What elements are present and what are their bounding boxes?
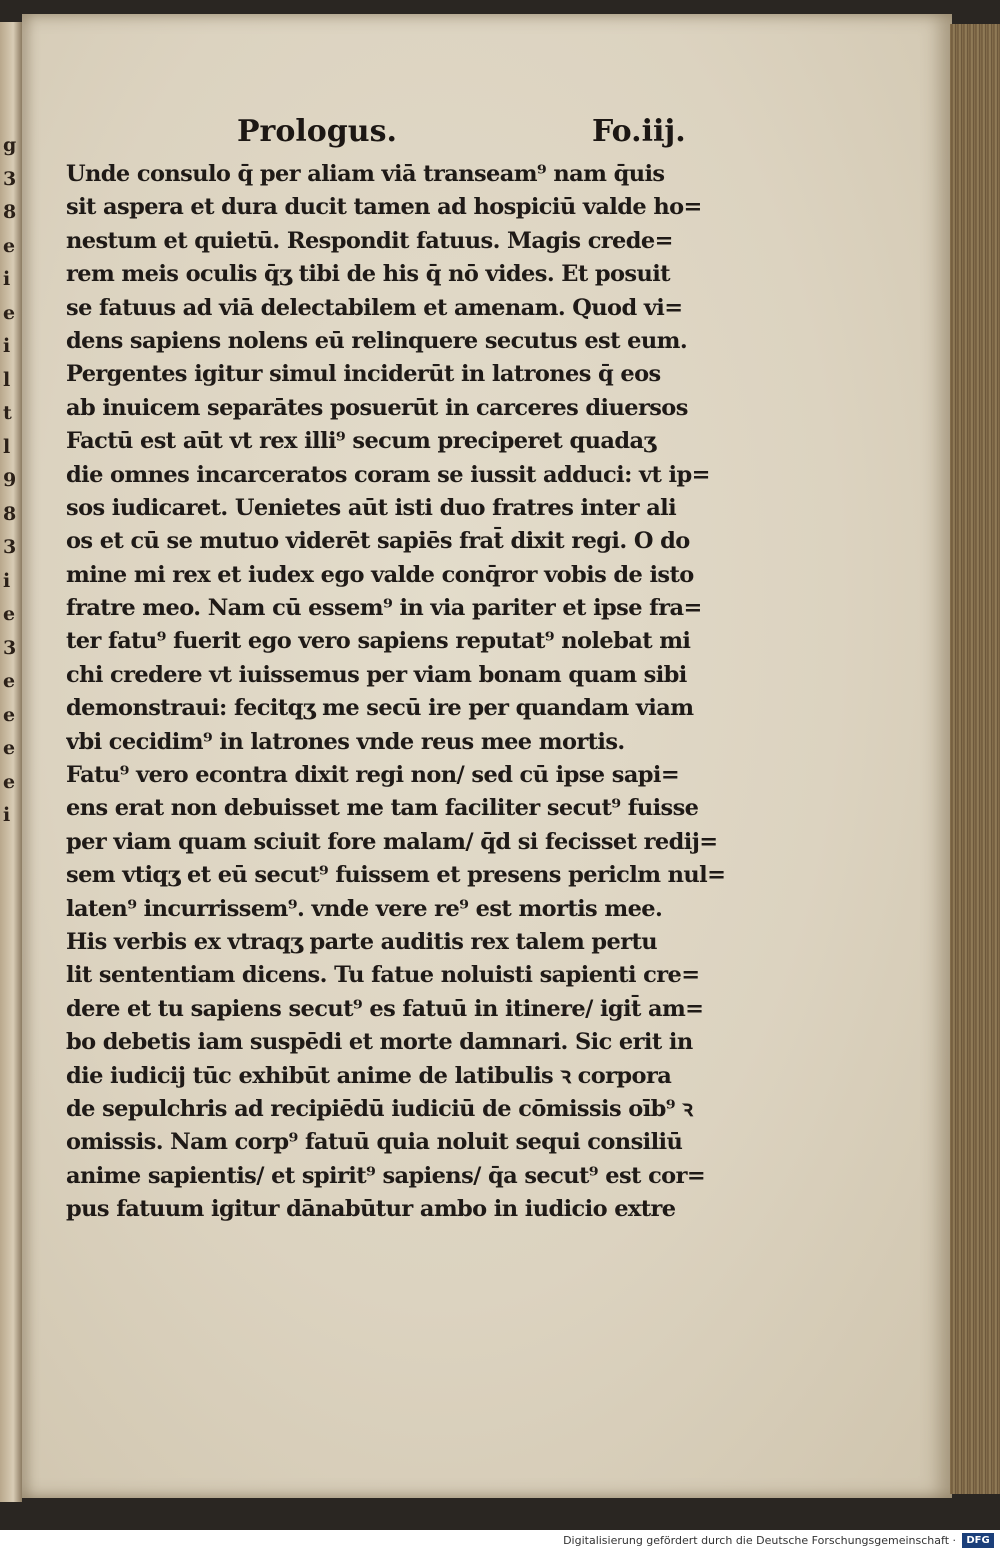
header-title: Prologus. [237, 114, 397, 149]
margin-fragment: 3 [3, 536, 17, 558]
text-line: dens sapiens nolens eū relinquere secutus est eum. [66, 327, 688, 354]
margin-fragment: 9 [3, 469, 17, 491]
text-line: sem vtiqʒ et eū secut⁹ fuissem et presens periclm nul= [66, 862, 726, 889]
text-line: se fatuus ad viā delectabilem et amenam. Quod vi= [66, 294, 683, 321]
text-line: ens erat non debuisset me tam faciliter secut⁹ fuisse [66, 795, 699, 822]
margin-fragment: e [3, 603, 16, 625]
dfg-logo: DFG [962, 1533, 994, 1548]
text-line: per viam quam sciuit fore malam/ q̄d si fecisset redij= [66, 828, 718, 855]
margin-fragment: i [3, 569, 11, 592]
text-line: mine mi rex et iudex ego valde conq̄ror vobis de isto [66, 561, 694, 588]
text-line: omissis. Nam corp⁹ fatuū quia noluit sequi consiliū [66, 1129, 683, 1156]
funding-credit: Digitalisierung gefördert durch die Deutsche Forschungsgemeinschaft · [563, 1534, 956, 1547]
margin-fragment: i [3, 804, 11, 826]
previous-page-edge [0, 22, 22, 1502]
text-line: ter fatu⁹ fuerit ego vero sapiens reputat⁹ nolebat mi [66, 628, 691, 655]
margin-fragment: g [3, 134, 17, 156]
text-line: vbi cecidim⁹ in latrones vnde reus mee mortis. [66, 728, 625, 755]
text-line: Pergentes igitur simul inciderūt in latrones q̄ eos [66, 361, 661, 388]
text-line: dere et tu sapiens secut⁹ es fatuū in itinere/ igit̄ am= [66, 995, 704, 1022]
margin-fragment: e [3, 737, 16, 759]
text-line: Unde consulo q̄ per aliam viā transeam⁹ nam q̄uis [66, 161, 665, 187]
text-line: laten⁹ incurrissem⁹. vnde vere re⁹ est mortis mee. [66, 895, 663, 922]
text-line: bo debetis iam suspēdi et morte damnari. Sic erit in [66, 1029, 693, 1056]
text-line: sos iudicaret. Uenietes aūt isti duo fratres inter ali [66, 494, 677, 521]
margin-fragment: e [3, 670, 16, 692]
margin-fragment: t [3, 402, 12, 424]
running-header [237, 114, 707, 154]
margin-fragment: l [3, 368, 11, 391]
margin-fragment: e [3, 301, 16, 324]
margin-fragment: 8 [3, 502, 17, 525]
text-line: demonstraui: fecitqʒ me secū ire per quandam viam [66, 695, 694, 722]
margin-fragment: i [3, 268, 11, 290]
text-line: anime sapientis/ et spirit⁹ sapiens/ q̄a secut⁹ est cor= [66, 1162, 706, 1189]
margin-fragment: 8 [3, 201, 17, 223]
text-line: pus fatuum igitur dānabūtur ambo in iudicio extre [66, 1196, 676, 1223]
folio-number: Fo.iij. [592, 114, 686, 149]
text-line: de sepulchris ad recipiēdū iudiciū de cōmissis oīb⁹ ꝛ [66, 1095, 693, 1122]
text-line: Factū est aūt vt rex illi⁹ secum preciperet quadaʒ [66, 428, 656, 455]
text-line: die omnes incarceratos coram se iussit adduci: vt ip= [66, 461, 710, 488]
text-line: nestum et quietū. Respondit fatuus. Magis crede= [66, 227, 673, 254]
text-line: fratre meo. Nam cū essem⁹ in via pariter et ipse fra= [66, 595, 702, 622]
text-line: rem meis oculis q̄ʒ tibi de his q̄ nō vides. Et posuit [66, 261, 670, 288]
digitization-footer [0, 1530, 1000, 1552]
margin-fragment: e [3, 703, 16, 726]
text-line: sit aspera et dura ducit tamen ad hospiciū valde ho= [66, 194, 702, 221]
text-line: His verbis ex vtraqʒ parte auditis rex talem pertu [66, 928, 658, 955]
text-line: chi credere vt iuissemus per viam bonam quam sibi [66, 661, 687, 688]
book-page-edges [950, 24, 1000, 1494]
text-line: die iudicij tūc exhibūt anime de latibulis ꝛ corpora [66, 1062, 672, 1089]
margin-fragment: l [3, 435, 11, 458]
margin-fragment: e [3, 770, 16, 793]
margin-fragment: i [3, 335, 11, 357]
margin-fragment: 3 [3, 636, 17, 659]
text-line: lit sententiam dicens. Tu fatue noluisti sapienti cre= [66, 962, 700, 989]
text-line: os et cū se mutuo viderēt sapiēs frat̄ dixit regi. O do [66, 528, 690, 555]
body-text [66, 158, 772, 1227]
margin-fragment: 3 [3, 167, 17, 190]
margin-fragment: e [3, 234, 16, 257]
text-line: ab inuicem separātes posuerūt in carceres diuersos [66, 394, 688, 421]
text-line: Fatu⁹ vero econtra dixit regi non/ sed cū ipse sapi= [66, 762, 680, 789]
